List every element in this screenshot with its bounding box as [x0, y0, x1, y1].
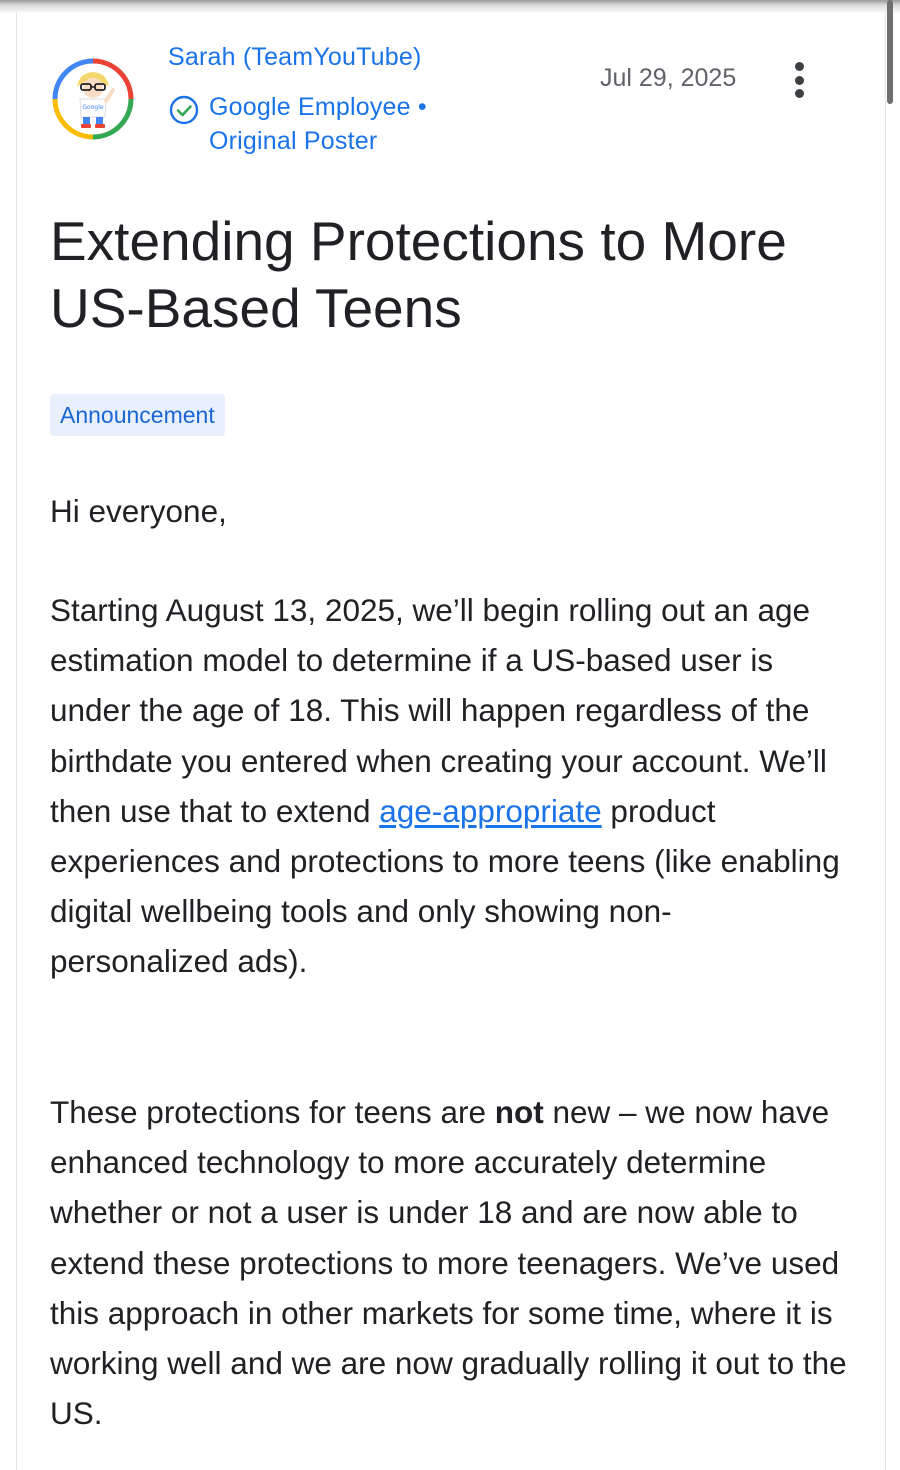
author-role: Google Employee •: [209, 93, 427, 121]
post-date: Jul 29, 2025: [600, 64, 737, 92]
svg-text:Google: Google: [82, 104, 104, 111]
post-title: Extending Protections to More US-Based Teens: [50, 210, 787, 339]
verified-check-icon: [168, 94, 200, 126]
paragraph-2-text-end: new – we now have enhanced technology to more accurately determine whether or not a user is under 18 and are now able to extend these protections to more teenagers. We’ve used this approach in other markets for some time, where it is working well and we are now gradually rolling it out to the US.: [50, 1094, 847, 1432]
announcement-tag[interactable]: Announcement: [50, 394, 225, 436]
paragraph-1-text-start: Starting August 13, 2025, we’ll begin rolling out an age estimation model to determine if a US-based user is under the age of 18. This will happen regardless of the birthdate you entered when creating your account. We’ll then use that to extend: [50, 592, 827, 829]
post-paragraph-2: [50, 1087, 850, 1438]
more-options-button[interactable]: [781, 58, 817, 102]
author-name[interactable]: Sarah (TeamYouTube): [168, 43, 422, 71]
more-vert-icon-dot-2: [795, 76, 804, 85]
post-paragraph-1: [50, 585, 850, 987]
scrollbar-thumb[interactable]: [887, 0, 893, 104]
original-poster-badge: Original Poster: [209, 127, 378, 155]
paragraph-2-text-start: These protections for teens are: [50, 1094, 495, 1130]
author-avatar-icon[interactable]: [51, 57, 135, 141]
more-vert-icon-dot-3: [795, 89, 804, 98]
more-vert-icon: [795, 62, 804, 71]
paragraph-1-text-end: product experiences and protections to more teens (like enabling digital wellbeing tools and only showing non-personalized ads).: [50, 792, 840, 980]
post-greeting: Hi everyone,: [50, 493, 227, 529]
emphasis-not: not: [494, 1094, 544, 1130]
age-appropriate-link[interactable]: age-appropriate: [379, 792, 602, 829]
